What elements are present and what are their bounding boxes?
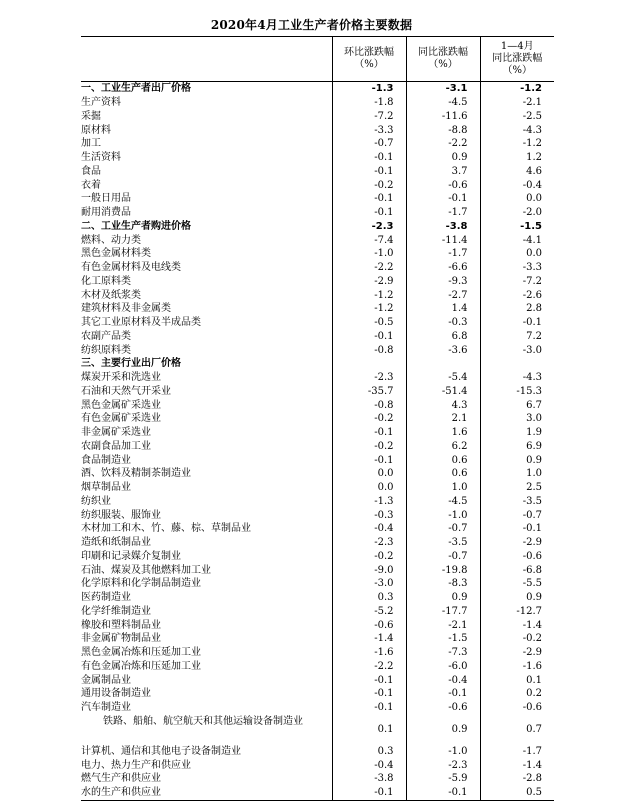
yoy-value: -1.0 (406, 508, 480, 522)
table-row (81, 646, 554, 660)
ytd-value: 6.7 (480, 398, 554, 412)
yoy-value: 0.9 (406, 715, 480, 745)
table-row (81, 687, 554, 701)
yoy-value: -0.7 (406, 550, 480, 564)
yoy-value: -8.3 (406, 577, 480, 591)
header-ytd: 1—4月 同比涨跌幅 （%） (480, 37, 554, 82)
mom-value: -5.2 (332, 605, 406, 619)
yoy-value: 2.1 (406, 412, 480, 426)
yoy-value: -1.7 (406, 206, 480, 220)
row-label: 医药制造业 (81, 592, 131, 604)
mom-value: -0.1 (332, 453, 406, 467)
yoy-value: -51.4 (406, 385, 480, 399)
yoy-value: -3.5 (406, 536, 480, 550)
ytd-value: -1.6 (480, 660, 554, 674)
mom-value: -0.1 (332, 165, 406, 179)
yoy-value: -0.1 (406, 687, 480, 701)
row-label: 黑色金属矿采选业 (81, 399, 161, 411)
table-row (81, 261, 554, 275)
row-label: 食品 (81, 165, 101, 177)
header-row (81, 37, 554, 82)
ytd-value: 2.5 (480, 481, 554, 495)
row-label: 木材及纸浆类 (81, 289, 141, 301)
yoy-value: -6.6 (406, 261, 480, 275)
yoy-value: -2.2 (406, 137, 480, 151)
yoy-value: -6.0 (406, 660, 480, 674)
table-row (81, 220, 554, 234)
mom-value: -0.7 (332, 137, 406, 151)
mom-value: -0.1 (332, 701, 406, 715)
mom-value: -0.1 (332, 673, 406, 687)
table-row (81, 178, 554, 192)
table-row (81, 495, 554, 509)
mom-value: -2.3 (332, 220, 406, 234)
ytd-value: 0.0 (480, 247, 554, 261)
ytd-value: -2.6 (480, 288, 554, 302)
table-row (81, 385, 554, 399)
row-label: 一般日用品 (81, 193, 131, 205)
yoy-value: 3.7 (406, 165, 480, 179)
row-label: 燃料、动力类 (81, 234, 141, 246)
ytd-value: -2.9 (480, 646, 554, 660)
table-row (81, 563, 554, 577)
row-label: 生产资料 (81, 97, 121, 109)
mom-value: -1.3 (332, 82, 406, 96)
yoy-value: -4.5 (406, 96, 480, 110)
yoy-value: 6.8 (406, 330, 480, 344)
table-row (81, 536, 554, 550)
mom-value: 0.0 (332, 481, 406, 495)
row-label: 加工 (81, 138, 101, 150)
ytd-value: -2.8 (480, 772, 554, 786)
table-row (81, 618, 554, 632)
ytd-value: -0.1 (480, 316, 554, 330)
table-row (81, 758, 554, 772)
ytd-value: 1.0 (480, 467, 554, 481)
mom-value: -0.6 (332, 618, 406, 632)
mom-value: -1.2 (332, 302, 406, 316)
row-label: 汽车制造业 (81, 702, 131, 714)
ytd-value: -1.5 (480, 220, 554, 234)
table-row (81, 371, 554, 385)
yoy-value: -0.6 (406, 178, 480, 192)
ytd-value: 6.9 (480, 440, 554, 454)
row-label: 橡胶和塑料制品业 (81, 619, 161, 631)
row-label: 石油和天然气开采业 (81, 385, 171, 397)
yoy-value: -0.4 (406, 673, 480, 687)
row-label: 有色金属冶炼和压延加工业 (81, 660, 201, 672)
row-label: 纺织原料类 (81, 344, 131, 356)
mom-value: -0.5 (332, 316, 406, 330)
mom-value: 0.3 (332, 591, 406, 605)
table-row (81, 715, 554, 745)
mom-value: -1.2 (332, 288, 406, 302)
yoy-value: 1.6 (406, 426, 480, 440)
row-label: 农副食品加工业 (81, 440, 151, 452)
table-row (81, 772, 554, 786)
ytd-value: -0.6 (480, 550, 554, 564)
ytd-value: -2.5 (480, 110, 554, 124)
yoy-value: 1.4 (406, 302, 480, 316)
ytd-value: -0.7 (480, 508, 554, 522)
yoy-value: -0.6 (406, 701, 480, 715)
ytd-value: 3.0 (480, 412, 554, 426)
mom-value: -0.4 (332, 758, 406, 772)
table-row (81, 233, 554, 247)
mom-value: -7.4 (332, 233, 406, 247)
table-row (81, 550, 554, 564)
table-row (81, 206, 554, 220)
ytd-value: -12.7 (480, 605, 554, 619)
yoy-value: 0.9 (406, 591, 480, 605)
row-label: 生活资料 (81, 152, 121, 164)
yoy-value: -9.3 (406, 275, 480, 289)
table-row (81, 605, 554, 619)
row-label: 燃气生产和供应业 (81, 773, 161, 785)
table-row (81, 288, 554, 302)
row-label: 耐用消费品 (81, 207, 131, 219)
mom-value: -3.3 (332, 123, 406, 137)
ytd-value: -1.4 (480, 618, 554, 632)
row-label: 石油、煤炭及其他燃料加工业 (81, 564, 211, 576)
table-row (81, 357, 554, 371)
mom-value: -1.6 (332, 646, 406, 660)
ytd-value: 7.2 (480, 330, 554, 344)
ytd-value: -4.3 (480, 371, 554, 385)
mom-value: -0.1 (332, 786, 406, 800)
yoy-value: -1.7 (406, 247, 480, 261)
yoy-value: 1.0 (406, 481, 480, 495)
mom-value: -0.2 (332, 550, 406, 564)
ytd-value (480, 357, 554, 371)
table-row (81, 660, 554, 674)
table-row (81, 467, 554, 481)
mom-value: -0.4 (332, 522, 406, 536)
ytd-value: -3.3 (480, 261, 554, 275)
ytd-value: -7.2 (480, 275, 554, 289)
yoy-value: -17.7 (406, 605, 480, 619)
yoy-value: -7.3 (406, 646, 480, 660)
row-label: 印刷和记录媒介复制业 (81, 550, 181, 562)
mom-value: -0.1 (332, 206, 406, 220)
table-row (81, 508, 554, 522)
ytd-value: -4.1 (480, 233, 554, 247)
ytd-value: -6.8 (480, 563, 554, 577)
ytd-value: -3.5 (480, 495, 554, 509)
ytd-value: -1.7 (480, 745, 554, 759)
table-row (81, 247, 554, 261)
table-row (81, 481, 554, 495)
row-label: 一、工业生产者出厂价格 (81, 83, 191, 95)
table-row (81, 745, 554, 759)
row-label: 非金属矿物制品业 (81, 633, 161, 645)
yoy-value: -3.6 (406, 343, 480, 357)
row-label: 煤炭开采和洗选业 (81, 372, 161, 384)
row-label: 计算机、通信和其他电子设备制造业 (81, 745, 241, 757)
table-row (81, 96, 554, 110)
ytd-value: -2.0 (480, 206, 554, 220)
mom-value: -0.8 (332, 343, 406, 357)
yoy-value: -8.8 (406, 123, 480, 137)
ytd-value: 1.9 (480, 426, 554, 440)
mom-value (332, 357, 406, 371)
table-row (81, 591, 554, 605)
mom-value: -2.3 (332, 536, 406, 550)
mom-value: -0.2 (332, 440, 406, 454)
ytd-value: 0.2 (480, 687, 554, 701)
row-label: 造纸和纸制品业 (81, 537, 151, 549)
mom-value: -0.1 (332, 151, 406, 165)
row-label: 非金属矿采选业 (81, 427, 151, 439)
table-row (81, 343, 554, 357)
row-label: 建筑材料及非金属类 (81, 303, 171, 315)
table-row (81, 330, 554, 344)
mom-value: -0.2 (332, 412, 406, 426)
header-label-col (81, 37, 332, 82)
ytd-value: -0.1 (480, 522, 554, 536)
ytd-value: -4.3 (480, 123, 554, 137)
yoy-value: 0.9 (406, 151, 480, 165)
table-row (81, 453, 554, 467)
yoy-value: -0.3 (406, 316, 480, 330)
ytd-value: -15.3 (480, 385, 554, 399)
yoy-value: -1.0 (406, 745, 480, 759)
row-label: 食品制造业 (81, 454, 131, 466)
yoy-value: -5.9 (406, 772, 480, 786)
mom-value: -1.8 (332, 96, 406, 110)
row-label: 其它工业原材料及半成品类 (81, 317, 201, 329)
row-label: 通用设备制造业 (81, 688, 151, 700)
mom-value: -0.3 (332, 508, 406, 522)
mom-value: -1.3 (332, 495, 406, 509)
mom-value: -35.7 (332, 385, 406, 399)
yoy-value: 0.6 (406, 453, 480, 467)
ytd-value: 2.8 (480, 302, 554, 316)
yoy-value: -0.7 (406, 522, 480, 536)
table-row (81, 440, 554, 454)
mom-value: -0.2 (332, 178, 406, 192)
yoy-value: -0.1 (406, 192, 480, 206)
table-row (81, 412, 554, 426)
header-mom: 环比涨跌幅 （%） (332, 37, 406, 82)
mom-value: -0.1 (332, 687, 406, 701)
yoy-value: -2.1 (406, 618, 480, 632)
row-label: 水的生产和供应业 (81, 786, 332, 800)
mom-value: -1.0 (332, 247, 406, 261)
table-row (81, 137, 554, 151)
yoy-value: -1.5 (406, 632, 480, 646)
row-label: 采掘 (81, 110, 101, 122)
yoy-value: -4.5 (406, 495, 480, 509)
ytd-value: 0.9 (480, 453, 554, 467)
row-label: 农副产品类 (81, 330, 131, 342)
yoy-value: 0.6 (406, 467, 480, 481)
ytd-value: -1.2 (480, 137, 554, 151)
row-label: 化工原料类 (81, 275, 131, 287)
row-label: 酒、饮料及精制茶制造业 (81, 468, 191, 480)
row-label: 三、主要行业出厂价格 (81, 358, 181, 370)
table-row (81, 786, 554, 800)
row-label: 有色金属材料及电线类 (81, 262, 181, 274)
table-row (81, 316, 554, 330)
row-label: 黑色金属材料类 (81, 248, 151, 260)
row-label: 二、工业生产者购进价格 (81, 220, 191, 232)
table-row (81, 701, 554, 715)
mom-value: 0.0 (332, 467, 406, 481)
mom-value: -0.8 (332, 398, 406, 412)
table-row (81, 302, 554, 316)
ytd-value: -0.6 (480, 701, 554, 715)
table-row (81, 577, 554, 591)
row-label: 有色金属矿采选业 (81, 413, 161, 425)
mom-value: -3.0 (332, 577, 406, 591)
ytd-value: -3.0 (480, 343, 554, 357)
row-label: 烟草制品业 (81, 482, 131, 494)
mom-value: -2.2 (332, 660, 406, 674)
row-label: 化学纤维制造业 (81, 605, 151, 617)
ytd-value: -2.1 (480, 96, 554, 110)
row-label: 衣着 (81, 179, 101, 191)
row-label: 铁路、船舶、航空航天和其他运输设备制造业 (103, 715, 303, 727)
row-label: 纺织业 (81, 495, 111, 507)
mom-value: 0.1 (332, 715, 406, 745)
ytd-value: -0.2 (480, 632, 554, 646)
ytd-value: 1.2 (480, 151, 554, 165)
mom-value: -7.2 (332, 110, 406, 124)
ytd-value: 0.0 (480, 192, 554, 206)
ytd-value: 4.6 (480, 165, 554, 179)
ytd-value: 0.7 (480, 715, 554, 745)
table-row (81, 151, 554, 165)
row-label: 纺织服装、服饰业 (81, 509, 161, 521)
table-row (81, 123, 554, 137)
mom-value: -1.4 (332, 632, 406, 646)
mom-value: -0.1 (332, 192, 406, 206)
row-label: 化学原料和化学制品制造业 (81, 578, 201, 590)
table-row (81, 426, 554, 440)
table-row (81, 522, 554, 536)
ytd-value: -0.4 (480, 178, 554, 192)
row-label: 原材料 (81, 124, 111, 136)
mom-value: -2.3 (332, 371, 406, 385)
yoy-value: -11.4 (406, 233, 480, 247)
yoy-value: 6.2 (406, 440, 480, 454)
table-row (81, 673, 554, 687)
yoy-value: -0.1 (406, 786, 480, 800)
yoy-value: -2.7 (406, 288, 480, 302)
table-row (81, 165, 554, 179)
ytd-value: 0.5 (480, 786, 554, 800)
mom-value: 0.3 (332, 745, 406, 759)
ytd-value: -1.4 (480, 758, 554, 772)
table-row (81, 275, 554, 289)
yoy-value (406, 357, 480, 371)
ytd-value: 0.9 (480, 591, 554, 605)
price-data-table (81, 36, 554, 801)
mom-value: -0.1 (332, 426, 406, 440)
mom-value: -2.2 (332, 261, 406, 275)
yoy-value: -11.6 (406, 110, 480, 124)
ytd-value: -2.9 (480, 536, 554, 550)
yoy-value: -5.4 (406, 371, 480, 385)
table-row (81, 192, 554, 206)
yoy-value: 4.3 (406, 398, 480, 412)
yoy-value: -3.1 (406, 82, 480, 96)
table-body (81, 82, 554, 801)
yoy-value: -2.3 (406, 758, 480, 772)
table-row (81, 110, 554, 124)
mom-value: -2.9 (332, 275, 406, 289)
row-label: 金属制品业 (81, 674, 131, 686)
ytd-value: 0.1 (480, 673, 554, 687)
table-row (81, 398, 554, 412)
table-title: 2020年4月工业生产者价格主要数据 (210, 18, 413, 32)
ytd-value: -5.5 (480, 577, 554, 591)
mom-value: -0.1 (332, 330, 406, 344)
yoy-value: -19.8 (406, 563, 480, 577)
table-row (81, 82, 554, 96)
mom-value: -3.8 (332, 772, 406, 786)
yoy-value: -3.8 (406, 220, 480, 234)
row-label: 电力、热力生产和供应业 (81, 759, 191, 771)
table-row (81, 632, 554, 646)
header-yoy: 同比涨跌幅 （%） (406, 37, 480, 82)
row-label: 木材加工和木、竹、藤、棕、草制品业 (81, 523, 251, 535)
mom-value: -9.0 (332, 563, 406, 577)
ytd-value: -1.2 (480, 82, 554, 96)
row-label: 黑色金属冶炼和压延加工业 (81, 647, 201, 659)
